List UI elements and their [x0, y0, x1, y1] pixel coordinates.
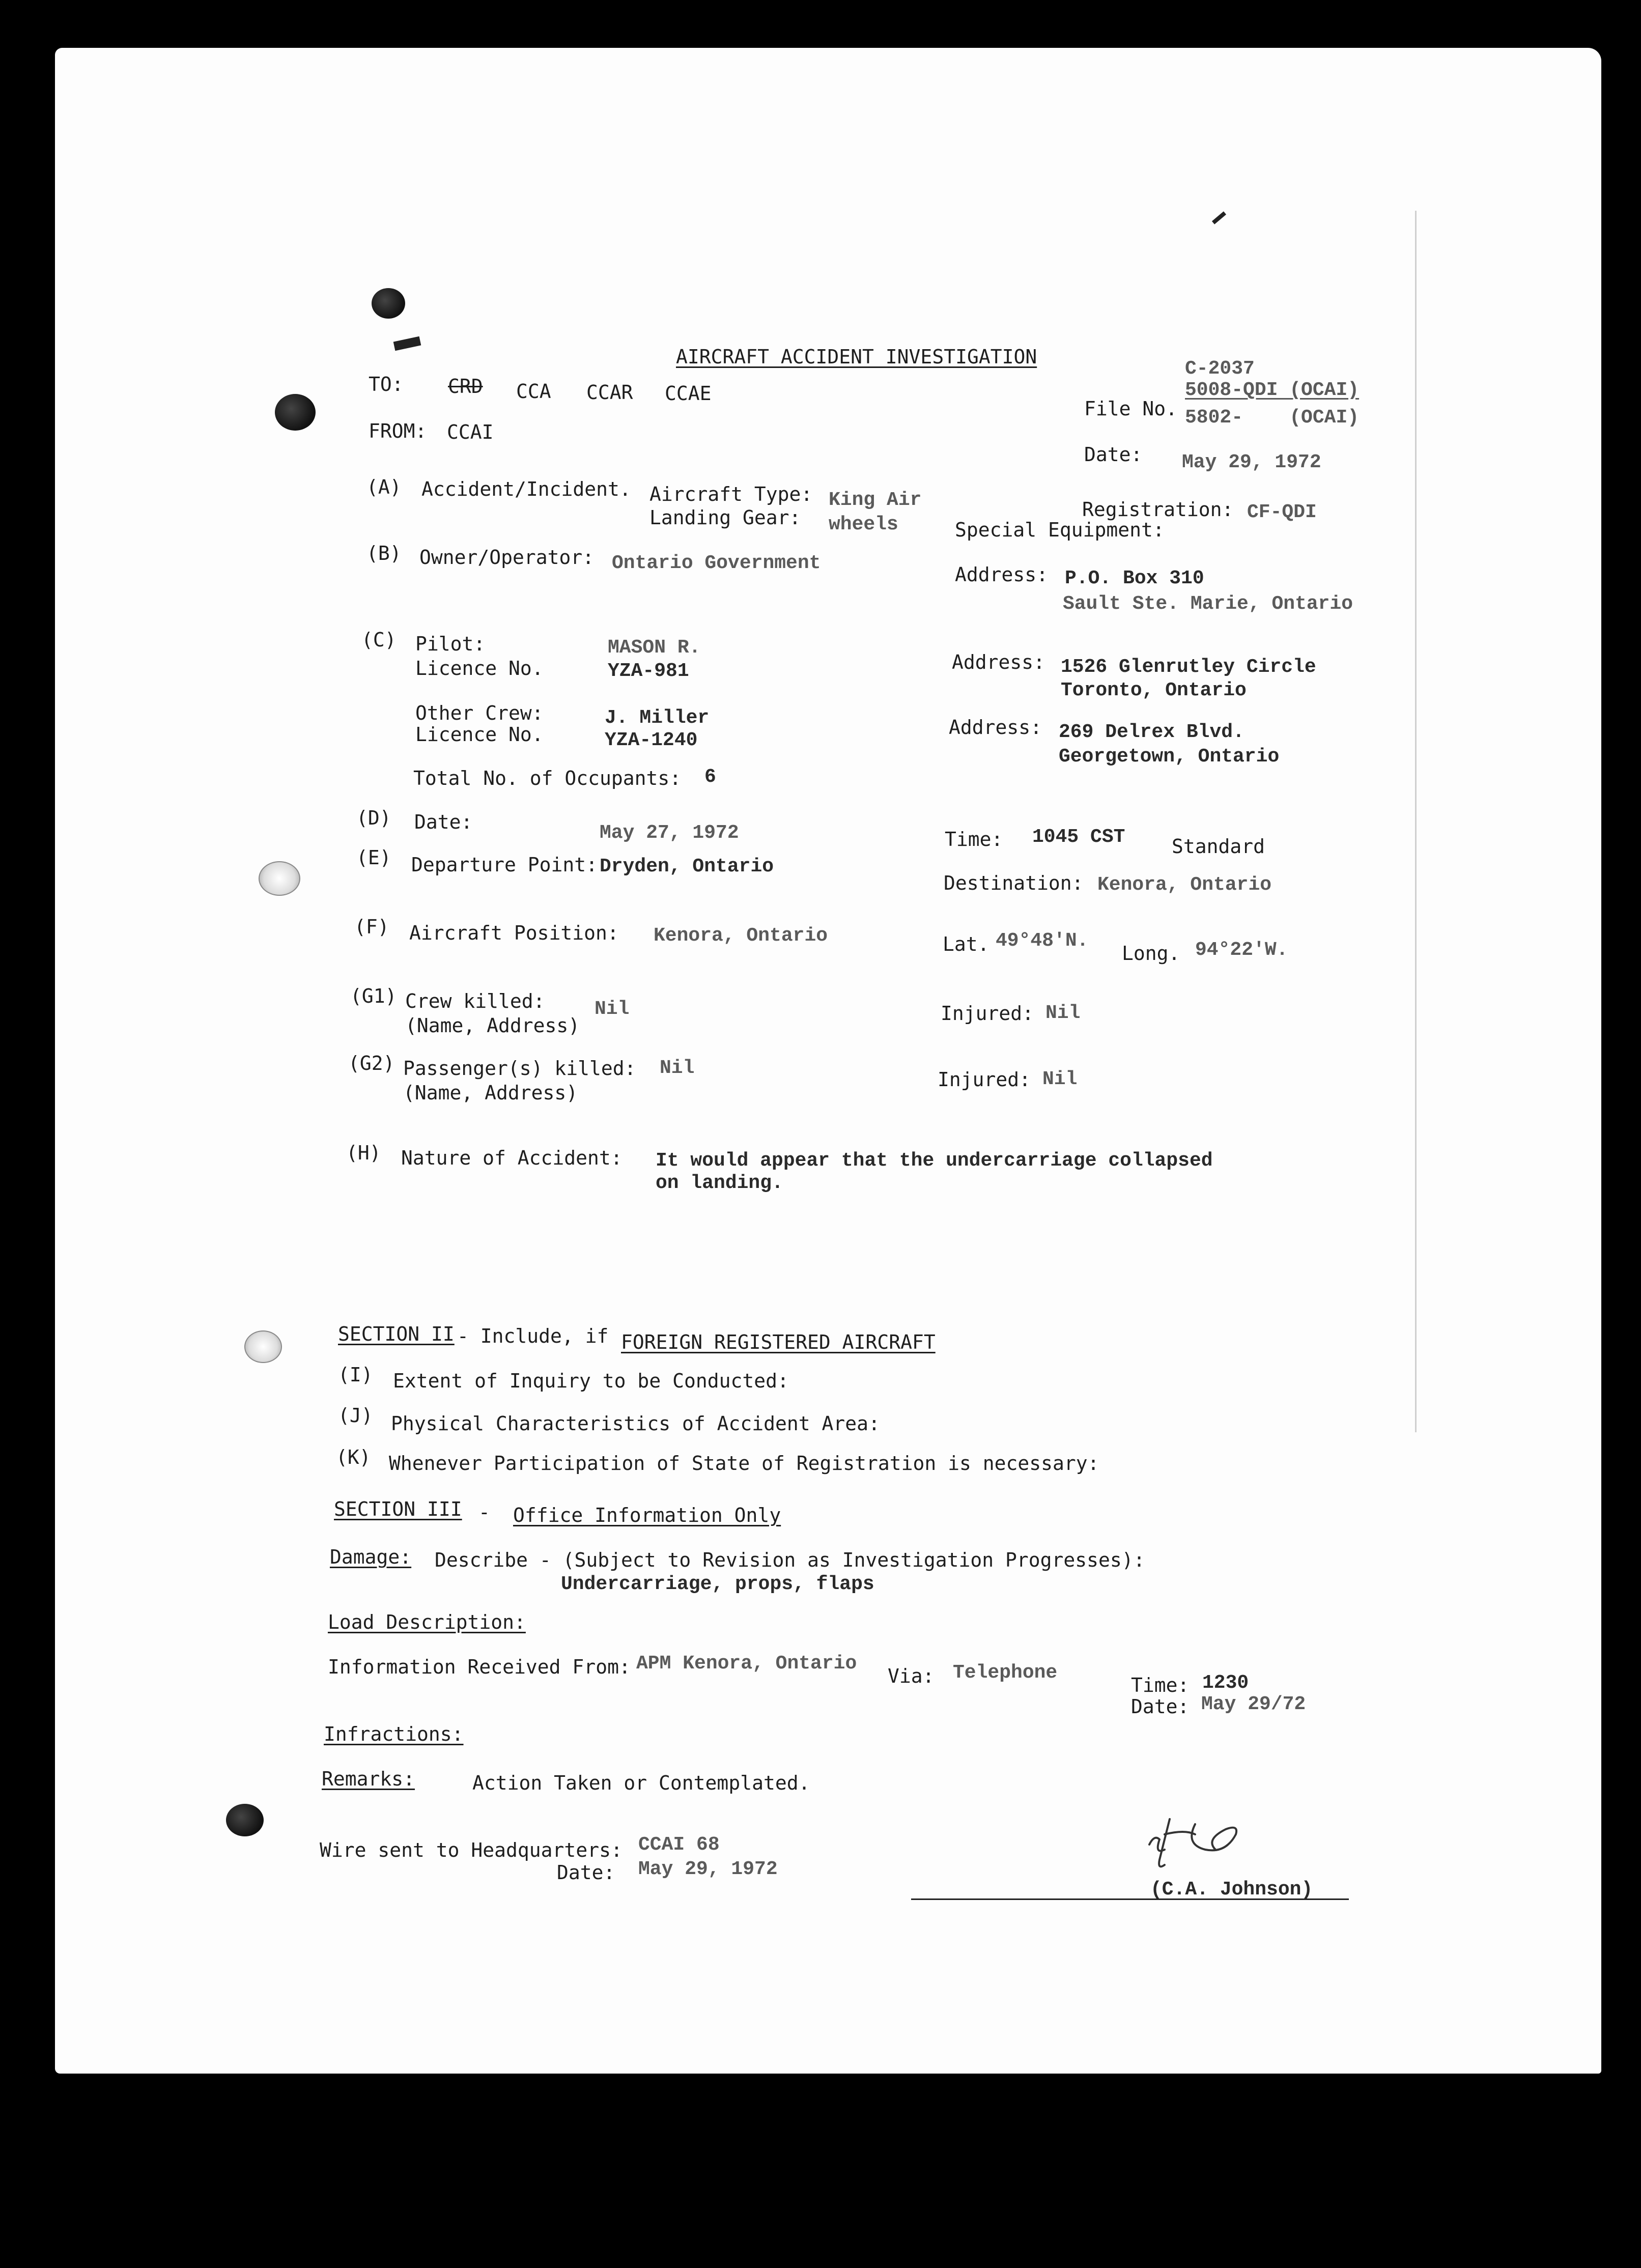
punch-hole [244, 1330, 282, 1363]
aircraft-type-label: Aircraft Type: [649, 483, 813, 505]
nature-of-accident-label: Nature of Accident: [401, 1147, 623, 1169]
crew-killed-label: Crew killed: [405, 990, 545, 1012]
code-c: (C) [361, 629, 397, 651]
departure-value: Dryden, Ontario [600, 856, 774, 877]
pilot-value: MASON R. [608, 637, 701, 659]
crew-licence-value: YZA-1240 [605, 729, 698, 751]
other-crew-label: Other Crew: [415, 702, 544, 724]
crew-address-1: 269 Delrex Blvd. [1059, 721, 1244, 743]
date-of-accident-value: May 27, 1972 [600, 822, 739, 844]
passengers-killed-value: Nil [660, 1057, 695, 1079]
punch-hole [275, 394, 316, 431]
damage-label: Damage: [330, 1546, 412, 1568]
date-of-accident-label: Date: [414, 811, 473, 833]
section-3-heading: SECTION III [334, 1498, 462, 1520]
received-time-label: Time: [1131, 1674, 1190, 1696]
reference-number: C-2037 [1185, 358, 1255, 380]
pilot-address-label: Address: [952, 651, 1045, 673]
owner-label: Owner/Operator: [419, 546, 595, 569]
participation-label: Whenever Participation of State of Registration is necessary: [389, 1452, 1099, 1475]
nature-of-accident-line-1: It would appear that the undercarriage collapsed [656, 1150, 1213, 1172]
received-date-value: May 29/72 [1201, 1693, 1306, 1715]
wire-sent-value: CCAI 68 [638, 1834, 720, 1856]
crew-address-2: Georgetown, Ontario [1059, 746, 1280, 768]
wire-date-value: May 29, 1972 [638, 1858, 778, 1880]
destination-value: Kenora, Ontario [1097, 874, 1272, 896]
aircraft-position-label: Aircraft Position: [409, 922, 619, 944]
document-page [55, 48, 1601, 2074]
long-label: Long. [1122, 942, 1180, 965]
date-value: May 29, 1972 [1182, 451, 1321, 473]
received-time-value: 1230 [1202, 1672, 1249, 1694]
pilot-licence-label: Licence No. [415, 657, 544, 679]
code-d: (D) [356, 807, 391, 829]
owner-address-1: P.O. Box 310 [1065, 568, 1204, 589]
passengers-killed-sublabel: (Name, Address) [403, 1082, 578, 1104]
code-f: (F) [354, 916, 389, 938]
remarks-value: Action Taken or Contemplated. [472, 1772, 810, 1794]
infractions-label: Infractions: [324, 1723, 464, 1745]
aircraft-position-value: Kenora, Ontario [654, 925, 828, 947]
code-k: (K) [336, 1446, 371, 1468]
handwritten-signature [1134, 1804, 1287, 1885]
section-2-heading-rest: - Include, if [457, 1325, 609, 1347]
remarks-label: Remarks: [322, 1768, 415, 1790]
via-value: Telephone [953, 1662, 1058, 1684]
lat-value: 49°48'N. [996, 930, 1089, 952]
date-label: Date: [1084, 443, 1143, 466]
pilot-address-2: Toronto, Ontario [1061, 679, 1247, 701]
crew-killed-value: Nil [595, 998, 630, 1020]
code-g2: (G2) [348, 1052, 395, 1074]
wire-date-label: Date: [557, 1861, 615, 1884]
departure-label: Departure Point: [411, 854, 598, 876]
occupants-label: Total No. of Occupants: [413, 767, 682, 789]
section-3-office-info: Office Information Only [513, 1504, 781, 1526]
from-label: FROM: [369, 420, 427, 442]
code-a: (A) [366, 476, 402, 498]
pilot-licence-value: YZA-981 [608, 660, 689, 682]
time-zone: Standard [1172, 835, 1265, 858]
long-value: 94°22'W. [1195, 939, 1288, 961]
section-2-heading: SECTION II [338, 1323, 455, 1345]
page-edge-line [1415, 211, 1417, 1432]
occupants-value: 6 [704, 766, 716, 788]
form-title: AIRCRAFT ACCIDENT INVESTIGATION [676, 346, 1037, 368]
physical-characteristics-label: Physical Characteristics of Accident Area: [391, 1412, 880, 1435]
aircraft-type-value: King Air [829, 489, 922, 511]
landing-gear-value: wheels [829, 514, 898, 535]
code-j: (J) [338, 1404, 373, 1427]
crew-injured-value: Nil [1045, 1002, 1081, 1024]
ink-mark [393, 336, 421, 351]
file-no-label: File No. [1084, 398, 1178, 420]
to-struck-value: CRD [448, 375, 483, 398]
to-value-cca: CCA [516, 380, 551, 403]
landing-gear-label: Landing Gear: [649, 506, 801, 529]
special-equipment-label: Special Equipment: [955, 519, 1165, 541]
damage-value: Undercarriage, props, flaps [561, 1573, 874, 1595]
crew-injured-label: Injured: [941, 1002, 1034, 1025]
punch-hole [372, 288, 405, 319]
passengers-injured-value: Nil [1042, 1068, 1078, 1090]
file-no-1: 5008-QDI (OCAI) [1185, 379, 1360, 401]
damage-description: Describe - (Subject to Revision as Investigation Progresses): [435, 1549, 1145, 1571]
other-crew-value: J. Miller [605, 707, 710, 729]
code-g1: (G1) [350, 985, 397, 1007]
received-date-label: Date: [1131, 1695, 1190, 1718]
via-label: Via: [888, 1665, 935, 1687]
code-b: (B) [366, 542, 402, 564]
code-h: (H) [346, 1142, 381, 1164]
file-no-2: 5802- (OCAI) [1185, 407, 1360, 429]
to-label: TO: [369, 373, 404, 395]
passengers-killed-label: Passenger(s) killed: [403, 1057, 636, 1080]
section-2-foreign: FOREIGN REGISTERED AIRCRAFT [621, 1331, 936, 1353]
signature-name: (C.A. Johnson) [1150, 1879, 1313, 1901]
registration-value: CF-QDI [1247, 501, 1317, 523]
code-i: (I) [338, 1364, 373, 1386]
lat-label: Lat. [943, 933, 989, 955]
time-label: Time: [945, 828, 1003, 850]
time-value: 1045 CST [1032, 826, 1125, 848]
info-received-value: APM Kenora, Ontario [636, 1653, 857, 1675]
section-3-dash: - [478, 1501, 490, 1523]
owner-address-2: Sault Ste. Marie, Ontario [1063, 593, 1353, 615]
code-e: (E) [356, 846, 391, 869]
crew-address-label: Address: [949, 716, 1042, 739]
registration-label: Registration: [1082, 498, 1234, 521]
punch-hole [259, 861, 300, 896]
info-received-label: Information Received From: [328, 1656, 631, 1678]
pilot-label: Pilot: [415, 633, 486, 655]
crew-killed-sublabel: (Name, Address) [405, 1014, 580, 1037]
pilot-address-1: 1526 Glenrutley Circle [1061, 656, 1316, 678]
to-value-ccae: CCAE [665, 382, 712, 405]
accident-label: Accident/Incident. [421, 478, 631, 500]
from-value: CCAI [447, 421, 494, 443]
to-value-ccar: CCAR [586, 381, 633, 404]
destination-label: Destination: [944, 872, 1084, 894]
load-description-label: Load Description: [328, 1611, 526, 1633]
extent-of-inquiry-label: Extent of Inquiry to be Conducted: [393, 1370, 789, 1392]
nature-of-accident-line-2: on landing. [656, 1172, 783, 1194]
punch-hole [226, 1804, 264, 1836]
ink-mark [1212, 211, 1226, 224]
passengers-injured-label: Injured: [938, 1068, 1031, 1091]
owner-value: Ontario Government [612, 552, 821, 574]
owner-address-label: Address: [955, 563, 1049, 586]
crew-licence-label: Licence No. [415, 723, 544, 746]
wire-sent-label: Wire sent to Headquarters: [320, 1839, 623, 1861]
